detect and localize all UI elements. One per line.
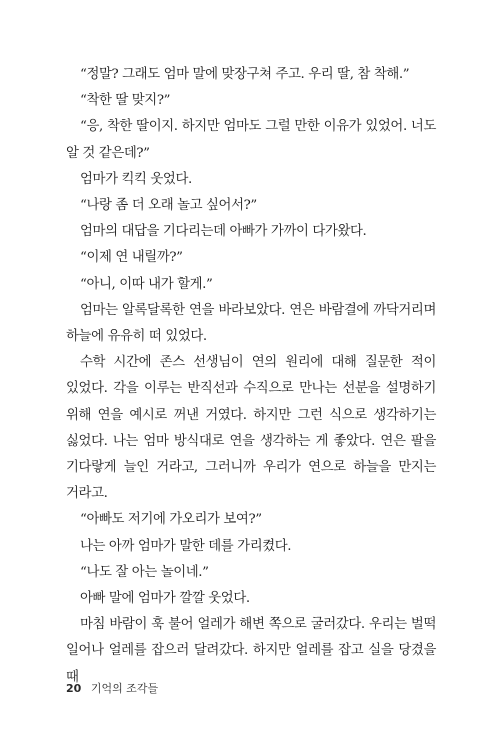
paragraph: 수학 시간에 존스 선생님이 연의 원리에 대해 질문한 적이 있었다. 각을 이루는 반직선과 수직으로 만나는 선분을 설명하기 위해 연을 예시로 꺼낸 거였다. 하지만 그런 식으로 생각하기는 싫었다. 나는 엄마 방식대로 연을 생각하는 게 좋았다. 연은 팔을 기다랗게 늘인 거라고, 그러니까 우리가 연으로 하늘을 만지는 거라고. <box>66 355 436 502</box>
paragraph: “아빠도 저기에 가오리가 보여?” <box>80 512 262 528</box>
paragraph: 엄마는 알록달록한 연을 바라보았다. 연은 바람결에 까닥거리며 하늘에 유유히 떠 있었다. <box>66 302 436 345</box>
paragraph: “나도 잘 아는 놀이네.” <box>80 564 209 580</box>
page-footer <box>66 680 158 696</box>
paragraph: 엄마의 대답을 기다리는데 아빠가 가까이 다가왔다. <box>80 224 367 240</box>
paragraph: 마침 바람이 훅 불어 얼레가 해변 쪽으로 굴러갔다. 우리는 벌떡 일어나 얼레를 잡으러 달려갔다. 하지만 얼레를 잡고 실을 당겼을 때 <box>66 617 436 685</box>
body-text <box>66 62 436 691</box>
paragraph: “이제 연 내릴까?” <box>80 250 183 266</box>
paragraph: “응, 착한 딸이지. 하지만 엄마도 그럴 만한 이유가 있었어. 너도 알 것 같은데?” <box>66 119 436 161</box>
paragraph: “아니, 이따 내가 할게.” <box>80 276 213 292</box>
paragraph: 엄마가 킥킥 웃었다. <box>80 171 192 187</box>
paragraph: 아빠 말에 엄마가 깔깔 웃었다. <box>80 591 250 607</box>
paragraph: 나는 아까 엄마가 말한 데를 가리켰다. <box>80 538 292 554</box>
book-title: 기억의 조각들 <box>90 682 159 695</box>
paragraph: “나랑 좀 더 오래 놀고 싶어서?” <box>80 198 257 214</box>
paragraph: “착한 딸 맞지?” <box>80 93 171 109</box>
paragraph: “정말? 그래도 엄마 말에 맞장구쳐 주고. 우리 딸, 참 착해.” <box>80 67 410 82</box>
page-number: 20 <box>66 682 82 695</box>
